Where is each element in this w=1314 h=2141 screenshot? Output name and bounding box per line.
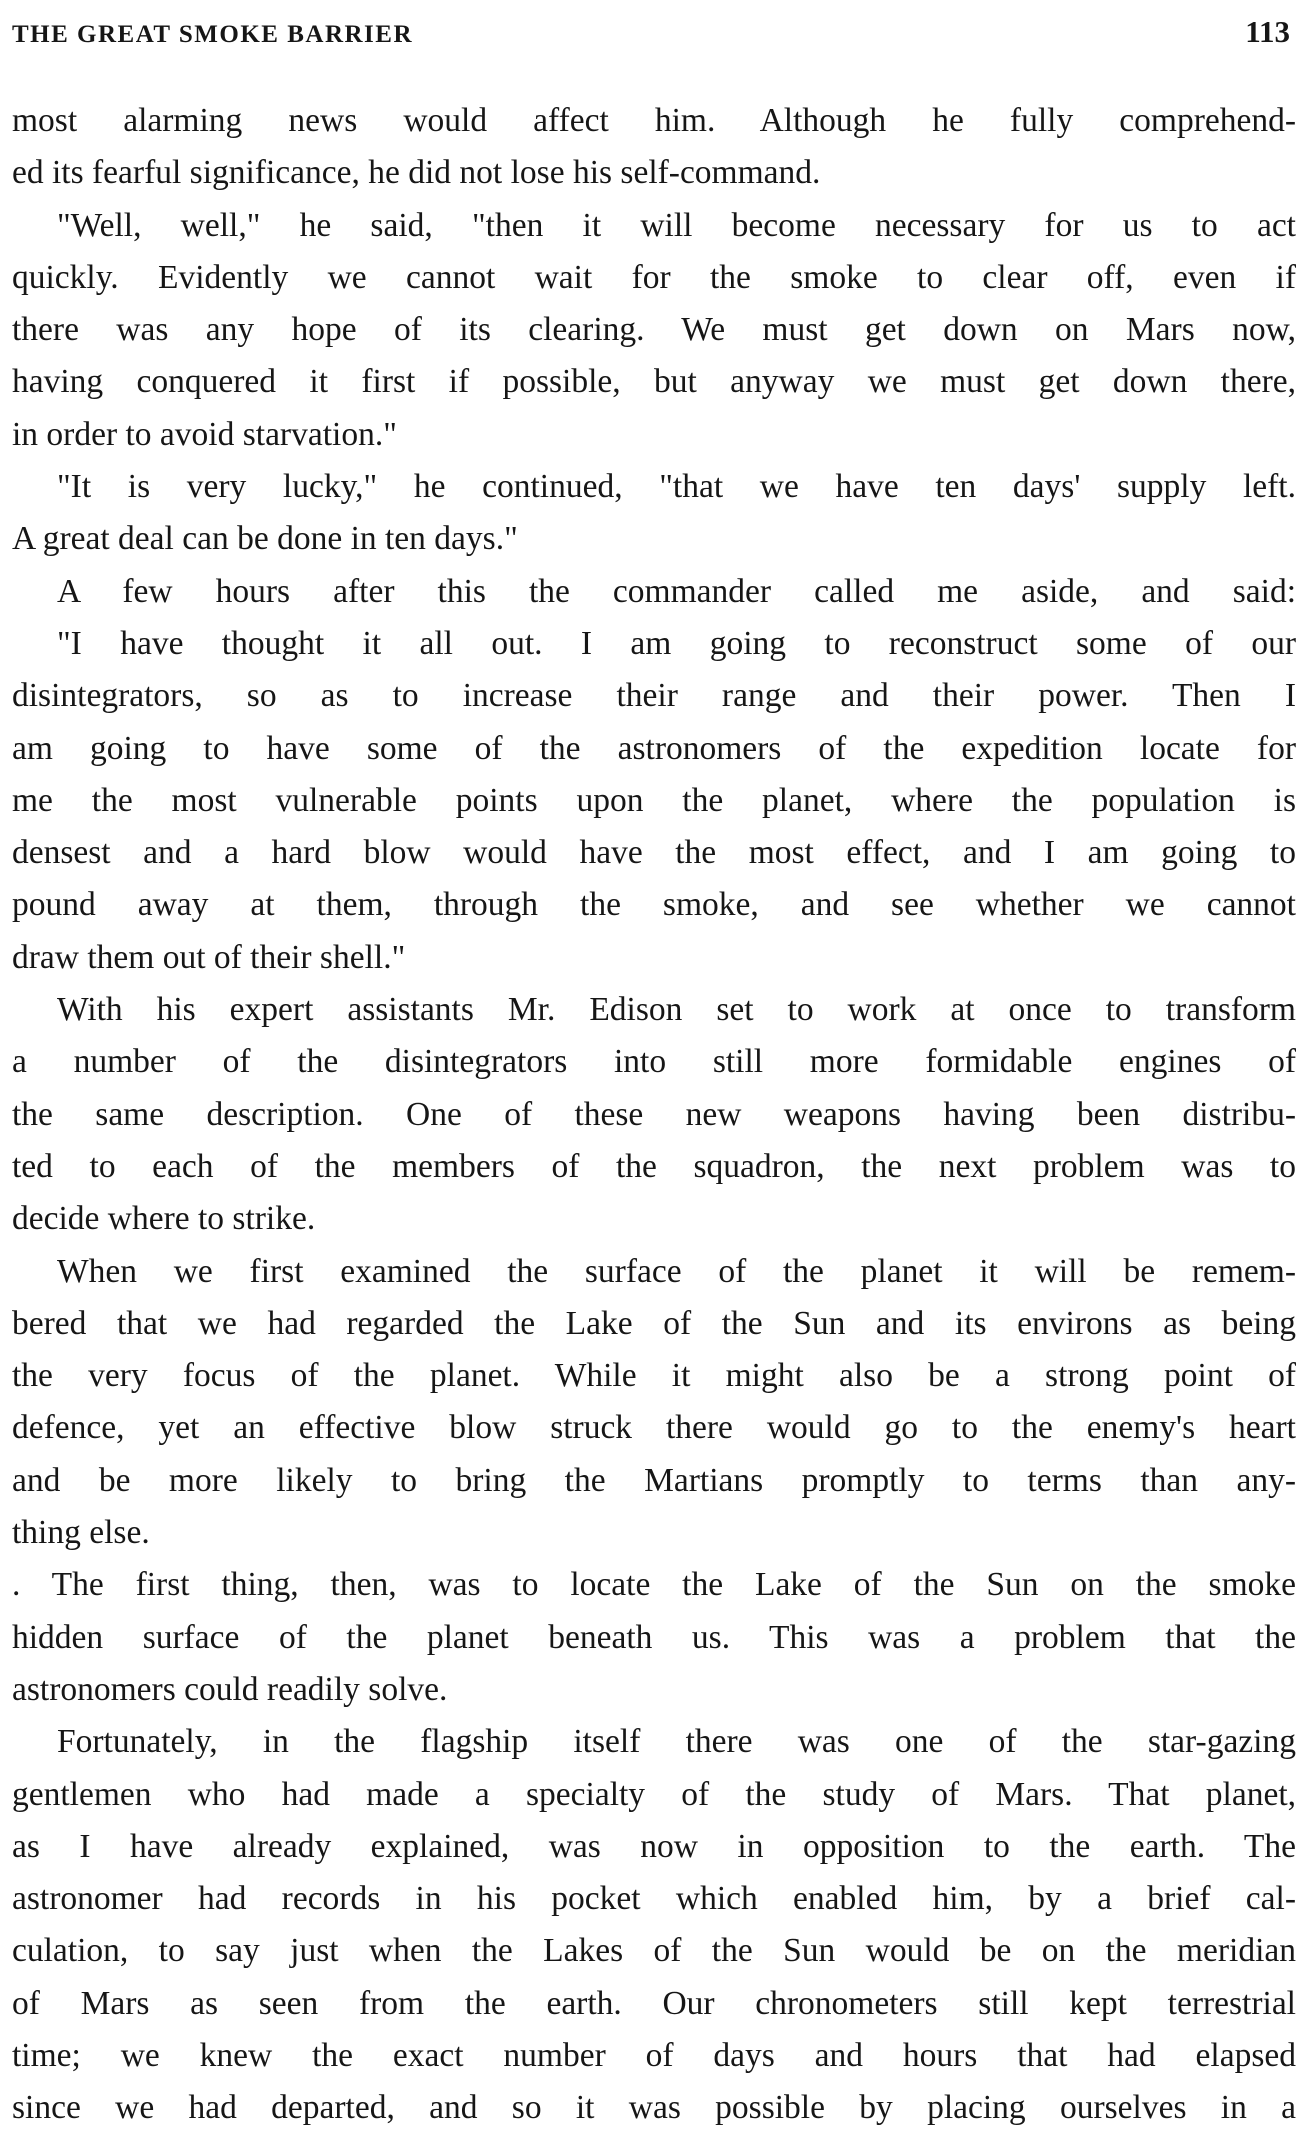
text-line: astronomers could readily solve. <box>12 1670 448 1708</box>
text-line: a number of the disintegrators into still more formidable engines of <box>12 1043 1296 1081</box>
text-line: bered that we had regarded the Lake of the Sun and its environs as being <box>12 1304 1296 1342</box>
text-line: am going to have some of the astronomers of the expedition locate for <box>12 729 1296 767</box>
text-line: there was any hope of its clearing. We must get down on Mars now, <box>12 311 1296 349</box>
text-line: defence, yet an effective blow struck there would go to the enemy's heart <box>12 1409 1296 1447</box>
running-head <box>12 14 1290 48</box>
text-line: ed its fearful significance, he did not lose his self-command. <box>12 154 821 192</box>
text-line: most alarming news would affect him. Although he fully comprehend- <box>12 102 1296 139</box>
text-line: gentlemen who had made a specialty of the study of Mars. That planet, <box>12 1775 1296 1813</box>
text-line: A great deal can be done in ten days." <box>12 520 518 558</box>
text-line: the same description. One of these new weapons having been distribu- <box>12 1095 1296 1133</box>
text-line: culation, to say just when the Lakes of the Sun would be on the meridian <box>12 1932 1296 1970</box>
text-line: disintegrators, so as to increase their range and their power. Then I <box>12 677 1296 715</box>
text-line: When we first examined the surface of the planet it will be remem- <box>57 1252 1296 1290</box>
text-line: decide where to strike. <box>12 1200 316 1238</box>
text-line: Fortunately, in the flagship itself there was one of the star-gazing <box>57 1723 1296 1761</box>
text-line: and be more likely to bring the Martians promptly to terms than any- <box>12 1461 1296 1499</box>
text-line: With his expert assistants Mr. Edison set to work at once to transform <box>57 991 1296 1029</box>
page-number: 113 <box>1245 14 1290 49</box>
text-line: as I have already explained, was now in opposition to the earth. The <box>12 1827 1296 1865</box>
text-line: draw them out of their shell." <box>12 938 406 976</box>
text-line: the very focus of the planet. While it might also be a strong point of <box>12 1357 1296 1395</box>
text-line: astronomer had records in his pocket which enabled him, by a brief cal- <box>12 1880 1296 1918</box>
text-line: since we had departed, and so it was possible by placing ourselves in a <box>12 2089 1296 2127</box>
text-line: quickly. Evidently we cannot wait for the smoke to clear off, even if <box>12 258 1296 296</box>
text-line: time; we knew the exact number of days and hours that had elapsed <box>12 2036 1296 2074</box>
text-line: pound away at them, through the smoke, and see whether we cannot <box>12 886 1296 924</box>
text-line: A few hours after this the commander called me aside, and said: <box>57 572 1296 610</box>
text-line: hidden surface of the planet beneath us. This was a problem that the <box>12 1618 1296 1656</box>
text-line: "I have thought it all out. I am going to reconstruct some of our <box>57 624 1296 662</box>
text-line: of Mars as seen from the earth. Our chronometers still kept terrestrial <box>12 1984 1296 2022</box>
text-line: ted to each of the members of the squadron, the next problem was to <box>12 1147 1296 1185</box>
text-line: densest and a hard blow would have the most effect, and I am going to <box>12 834 1296 872</box>
running-title: THE GREAT SMOKE BARRIER <box>12 21 414 48</box>
text-line: me the most vulnerable points upon the planet, where the population is <box>12 781 1296 819</box>
text-line: "It is very lucky," he continued, "that we have ten days' supply left. <box>57 468 1296 506</box>
text-line: having conquered it first if possible, but anyway we must get down there, <box>12 363 1296 401</box>
text-line: in order to avoid starvation." <box>12 415 397 453</box>
text-line: thing else. <box>12 1514 150 1552</box>
body-text <box>12 95 1296 2135</box>
text-line: "Well, well," he said, "then it will become necessary for us to act <box>57 206 1296 244</box>
text-line: . The first thing, then, was to locate the Lake of the Sun on the smoke <box>12 1566 1296 1604</box>
